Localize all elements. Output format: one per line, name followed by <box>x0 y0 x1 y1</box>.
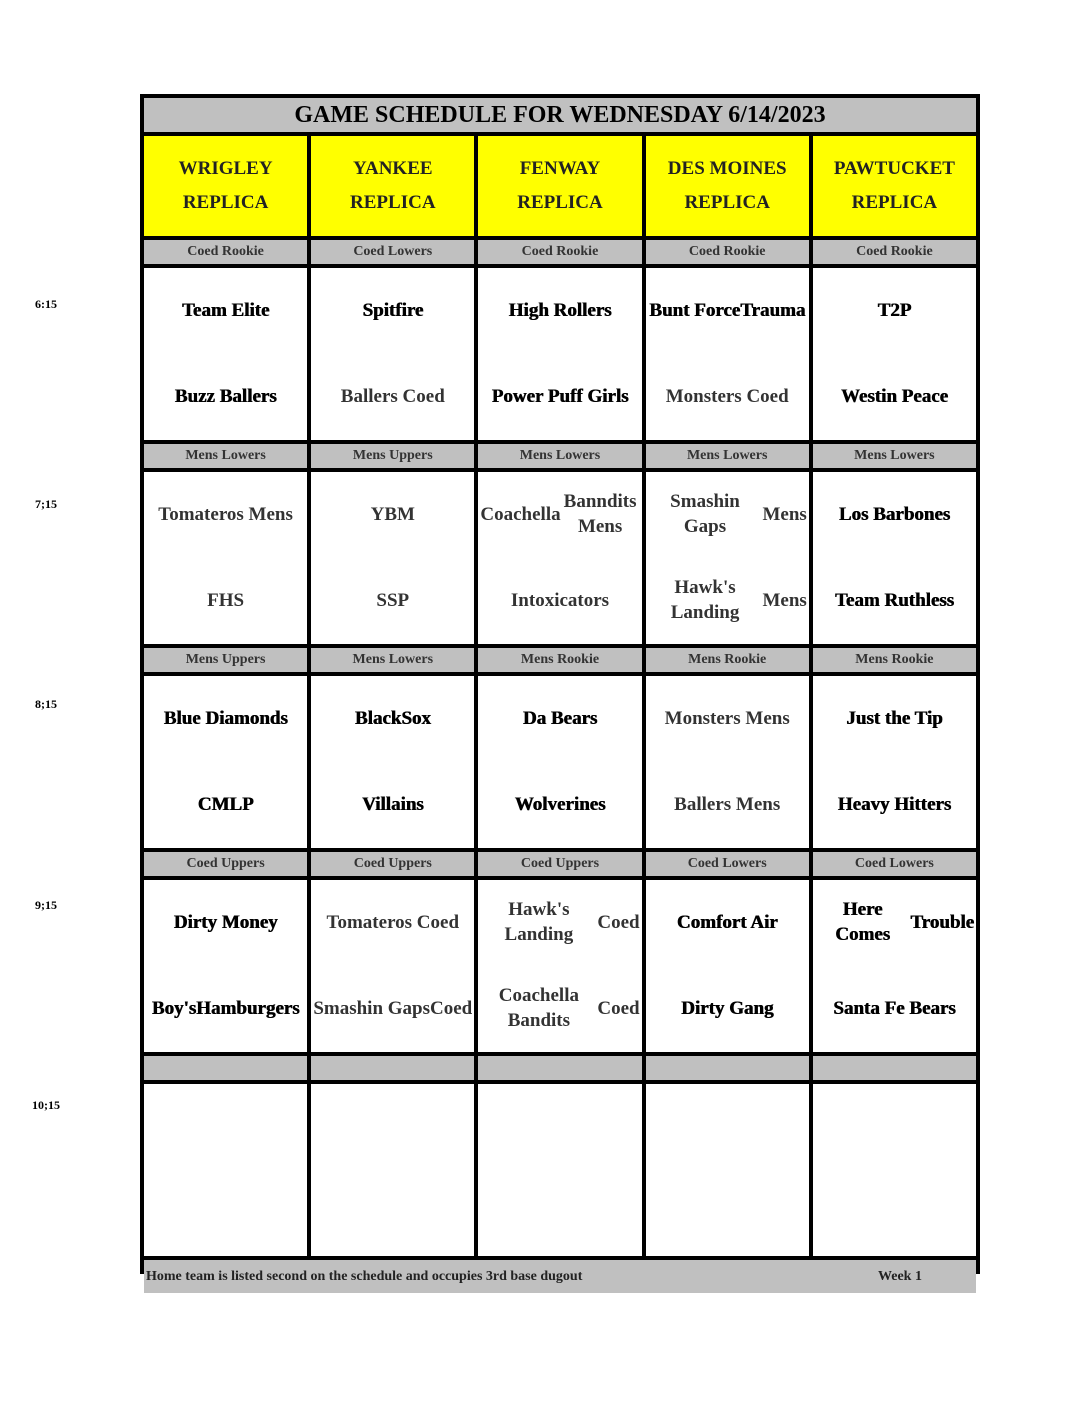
home-team <box>478 1170 641 1256</box>
away-team <box>813 676 976 762</box>
away-team <box>813 880 976 966</box>
home-team <box>646 762 809 848</box>
division-label: Coed Rookie <box>813 240 976 264</box>
away-team <box>646 1084 809 1170</box>
team-name-line: Tomateros Coed <box>326 911 460 933</box>
game-cell <box>144 676 307 848</box>
team-name-line: Hawk's Landing <box>504 899 574 945</box>
time-label: 6:15 <box>35 297 57 311</box>
home-team <box>311 1170 474 1256</box>
game-cell <box>646 676 809 848</box>
away-team <box>813 268 976 354</box>
division-label: Coed Rookie <box>646 240 809 264</box>
team-name-line: Dirty Gang <box>681 997 774 1019</box>
schedule-table <box>140 94 980 1284</box>
venue-line2: REPLICA <box>851 192 938 213</box>
team-name-line: Heavy Hitters <box>837 793 952 815</box>
home-team <box>646 354 809 440</box>
game-cell <box>646 1084 809 1256</box>
home-team <box>311 762 474 848</box>
team-name-line: Blue Diamonds <box>163 707 288 729</box>
venue-line1: WRIGLEY <box>178 158 273 179</box>
venue-header <box>646 136 809 236</box>
team-name-line: Mens <box>762 503 807 525</box>
away-team <box>144 472 307 558</box>
team-name-line: Da Bears <box>522 707 598 729</box>
division-label <box>813 1056 976 1080</box>
team-name-line: Team Ruthless <box>834 589 954 611</box>
team-name-line: Smashin Gaps <box>670 491 740 537</box>
away-team <box>144 880 307 966</box>
division-label: Mens Lowers <box>813 444 976 468</box>
team-name-line: Spitfire <box>362 299 424 321</box>
team-name-line: Comfort Air <box>676 911 778 933</box>
venue-line2: REPLICA <box>350 192 436 213</box>
division-label: Mens Rookie <box>646 648 809 672</box>
game-cell <box>478 676 641 848</box>
home-team <box>144 762 307 848</box>
team-name-line: Just the Tip <box>846 707 943 729</box>
team-name-line: Hamburgers <box>196 997 300 1019</box>
division-label <box>144 1056 307 1080</box>
time-label: 10;15 <box>32 1098 60 1112</box>
away-team <box>478 676 641 762</box>
division-label: Coed Lowers <box>311 240 474 264</box>
game-cell <box>478 880 641 1052</box>
team-name-line: Buzz Ballers <box>174 385 277 407</box>
away-team <box>646 472 809 558</box>
team-name-line: Intoxicators <box>510 589 610 611</box>
home-team <box>813 762 976 848</box>
division-label: Mens Lowers <box>478 444 641 468</box>
game-cell <box>646 268 809 440</box>
team-name-line: Banndits Mens <box>563 491 637 537</box>
home-team <box>646 558 809 644</box>
division-label: Coed Rookie <box>144 240 307 264</box>
venue-line2: REPLICA <box>182 192 269 213</box>
game-cell <box>311 268 474 440</box>
division-label: Coed Rookie <box>478 240 641 264</box>
team-name-line: YBM <box>370 503 415 525</box>
team-name-line: Westin Peace <box>840 385 948 407</box>
team-name-line: Smashin Gaps <box>313 997 431 1019</box>
division-label: Coed Lowers <box>646 852 809 876</box>
home-team <box>478 762 641 848</box>
team-name-line: Monsters Mens <box>664 707 790 729</box>
away-team <box>478 268 641 354</box>
home-team <box>478 966 641 1052</box>
team-name-line: CMLP <box>197 793 254 815</box>
game-cell <box>478 268 641 440</box>
venue-line2: REPLICA <box>684 192 770 213</box>
division-label: Mens Uppers <box>144 648 307 672</box>
game-cell <box>144 268 307 440</box>
team-name-line: Coed <box>597 997 640 1019</box>
home-team <box>813 966 976 1052</box>
team-name-line: Coed <box>430 997 473 1019</box>
team-name-line: Santa Fe Bears <box>833 997 956 1019</box>
team-name-line: Hawk's Landing <box>670 577 740 623</box>
division-label: Coed Lowers <box>813 852 976 876</box>
venue-header <box>144 136 307 236</box>
team-name-line: Dirty Money <box>173 911 278 933</box>
team-name-line: Tomateros Mens <box>158 503 293 525</box>
away-team <box>311 268 474 354</box>
division-label: Coed Uppers <box>478 852 641 876</box>
away-team <box>646 676 809 762</box>
away-team <box>478 1084 641 1170</box>
game-cell <box>646 472 809 644</box>
team-name-line: Coed <box>597 911 640 933</box>
venue-header <box>813 136 976 236</box>
venue-header <box>311 136 474 236</box>
division-label <box>478 1056 641 1080</box>
away-team <box>646 268 809 354</box>
time-label: 9;15 <box>35 898 57 912</box>
division-label: Mens Lowers <box>144 444 307 468</box>
away-team <box>813 1084 976 1170</box>
week-label: Week 1 <box>878 1268 922 1284</box>
game-cell <box>311 472 474 644</box>
home-team <box>144 966 307 1052</box>
away-team <box>144 676 307 762</box>
game-cell <box>144 472 307 644</box>
game-cell <box>813 1084 976 1256</box>
division-label <box>311 1056 474 1080</box>
footer-note: Home team is listed second on the schedule and occupies 3rd base dugout <box>146 1268 583 1284</box>
time-column <box>0 0 140 1408</box>
division-label <box>646 1056 809 1080</box>
team-name-line: Ballers Coed <box>340 385 445 407</box>
time-label: 8;15 <box>35 697 57 711</box>
game-cell <box>478 1084 641 1256</box>
division-label: Coed Uppers <box>144 852 307 876</box>
game-cell <box>478 472 641 644</box>
away-team <box>478 880 641 966</box>
away-team <box>646 880 809 966</box>
venue-line1: YANKEE <box>353 158 433 179</box>
game-cell <box>311 1084 474 1256</box>
footer-bar <box>144 1260 976 1293</box>
away-team <box>144 1084 307 1170</box>
home-team <box>478 354 641 440</box>
division-label: Coed Uppers <box>311 852 474 876</box>
home-team <box>311 354 474 440</box>
team-name-line: Los Barbones <box>838 503 951 525</box>
team-name-line: SSP <box>376 589 410 611</box>
team-name-line: Coachella Bandits <box>498 985 579 1031</box>
team-name-line: Boy's <box>151 997 197 1019</box>
team-name-line: Ballers Mens <box>674 793 781 815</box>
home-team <box>646 966 809 1052</box>
team-name-line: Power Puff Girls <box>491 385 629 407</box>
team-name-line: Team Elite <box>181 299 270 321</box>
game-cell <box>813 268 976 440</box>
home-team <box>646 1170 809 1256</box>
game-cell <box>813 880 976 1052</box>
venue-line1: DES MOINES <box>667 158 787 179</box>
home-team <box>311 558 474 644</box>
home-team <box>478 558 641 644</box>
team-name-line: Here Comes <box>835 899 890 945</box>
away-team <box>478 472 641 558</box>
venue-line2: REPLICA <box>517 192 603 213</box>
team-name-line: T2P <box>877 299 912 321</box>
team-name-line: Villains <box>361 793 424 815</box>
venue-line1: PAWTUCKET <box>833 158 955 179</box>
team-name-line: BlackSox <box>354 707 431 729</box>
away-team <box>813 472 976 558</box>
home-team <box>311 966 474 1052</box>
game-cell <box>144 1084 307 1256</box>
venue-header <box>478 136 641 236</box>
game-cell <box>813 472 976 644</box>
team-name-line: Trouble <box>910 911 974 933</box>
home-team <box>813 354 976 440</box>
game-cell <box>311 880 474 1052</box>
home-team <box>144 354 307 440</box>
game-cell <box>144 880 307 1052</box>
team-name-line: FHS <box>207 589 245 611</box>
away-team <box>311 1084 474 1170</box>
home-team <box>144 558 307 644</box>
team-name-line: High Rollers <box>508 299 612 321</box>
home-team <box>813 1170 976 1256</box>
schedule-title: GAME SCHEDULE FOR WEDNESDAY 6/14/2023 <box>144 98 976 132</box>
division-label: Mens Rookie <box>478 648 641 672</box>
division-label: Mens Uppers <box>311 444 474 468</box>
team-name-line: Bunt Force <box>649 299 741 321</box>
division-label: Mens Rookie <box>813 648 976 672</box>
team-name-line: Monsters Coed <box>665 385 789 407</box>
team-name-line: Mens <box>762 589 807 611</box>
team-name-line: Coachella <box>480 503 561 525</box>
division-label: Mens Lowers <box>646 444 809 468</box>
game-cell <box>646 880 809 1052</box>
team-name-line: Wolverines <box>514 793 606 815</box>
away-team <box>311 880 474 966</box>
division-label: Mens Lowers <box>311 648 474 672</box>
home-team <box>144 1170 307 1256</box>
time-label: 7;15 <box>35 497 57 511</box>
away-team <box>311 676 474 762</box>
home-team <box>813 558 976 644</box>
away-team <box>311 472 474 558</box>
venue-line1: FENWAY <box>519 158 601 179</box>
away-team <box>144 268 307 354</box>
game-cell <box>813 676 976 848</box>
game-cell <box>311 676 474 848</box>
team-name-line: Trauma <box>740 299 806 321</box>
